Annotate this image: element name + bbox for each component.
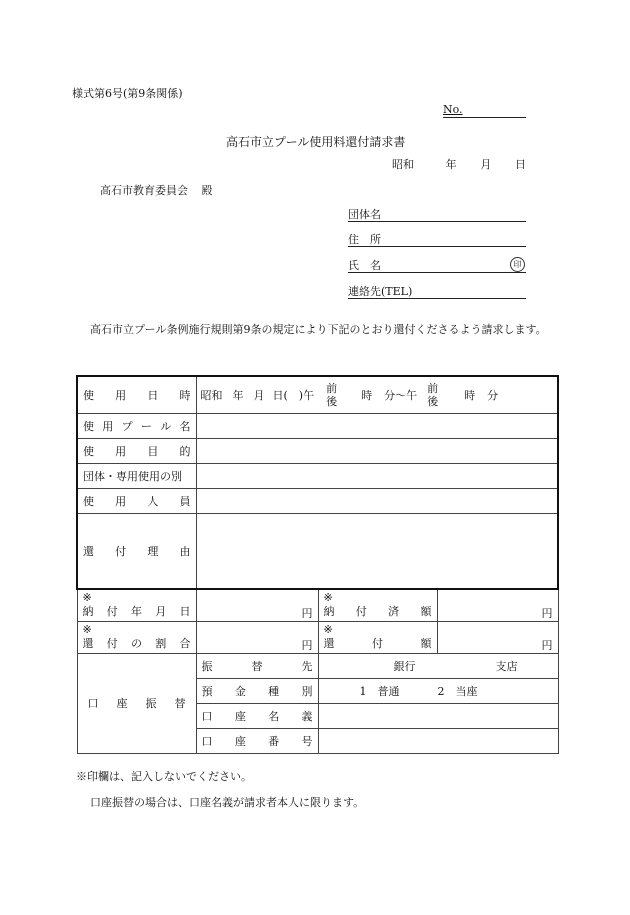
row-reason [77, 513, 558, 589]
refund-amount-label: ※ 還 付 額 [318, 621, 437, 653]
request-date [392, 156, 526, 172]
account-number-value[interactable] [318, 728, 558, 753]
addressee [100, 182, 213, 198]
payment-date-value [196, 589, 318, 621]
dt-zengo2: 前 後 [427, 381, 439, 408]
contact-field[interactable] [348, 283, 526, 299]
purpose-label: 使 用 目 的 [77, 438, 196, 463]
seal-mark: 印 [510, 257, 525, 272]
paid-amount-value [437, 589, 558, 621]
deposit-type-value[interactable] [318, 678, 558, 703]
dt-ampm2: 午 [406, 388, 418, 402]
pool-name-value[interactable] [196, 413, 558, 438]
dt-month: 月 [253, 388, 265, 402]
account-name-label: 口 座 名 義 [196, 703, 318, 728]
dt-year: 年 [232, 388, 244, 402]
purpose-value[interactable] [196, 438, 558, 463]
row-refund [77, 621, 558, 653]
row-people [77, 488, 558, 513]
date-day: 日 [514, 158, 526, 171]
refund-table [76, 375, 559, 754]
address-label: 住 所 [348, 233, 381, 246]
dt-min2: 分 [487, 388, 499, 402]
group-name-label: 団体名 [348, 208, 381, 221]
yen-unit: 円 [541, 638, 553, 652]
branch-label: 支店 [495, 659, 518, 673]
refund-ratio-label: ※ 還 付 の 割 合 [77, 621, 196, 653]
people-label: 使 用 人 員 [77, 488, 196, 513]
bank-label: 銀行 [393, 659, 416, 673]
account-transfer-label: 口 座 振 替 [77, 653, 196, 753]
use-type-label: 団体・専用使用の別 [77, 463, 196, 488]
row-purpose [77, 438, 558, 463]
name-label: 氏 名 [348, 259, 381, 272]
account-name-value[interactable] [318, 703, 558, 728]
transfer-to-value[interactable] [318, 653, 558, 678]
dt-zengo1: 前 後 [326, 381, 338, 408]
use-type-value[interactable] [196, 463, 558, 488]
date-era: 昭和 [392, 158, 414, 171]
usage-datetime-label: 使 用 日 時 [77, 376, 196, 413]
dt-hour1: 時 [361, 388, 373, 402]
transfer-to-label: 振 替 先 [196, 653, 318, 678]
pool-name-label: 使 用 プ ー ル 名 [77, 413, 196, 438]
row-use-type [77, 463, 558, 488]
document-title: 高石市立プール使用料還付請求書 [226, 135, 406, 149]
form-number: 様式第6号(第9条関係) [72, 87, 183, 100]
reason-value[interactable] [196, 513, 558, 589]
name-field[interactable] [348, 257, 526, 273]
dt-era: 昭和 [200, 388, 223, 402]
date-month: 月 [480, 158, 492, 171]
deposit-current: 2 当座 [437, 684, 478, 698]
yen-unit: 円 [301, 606, 313, 620]
contact-label: 連絡先(TEL) [348, 285, 413, 298]
serial-no-label: No. [443, 103, 463, 116]
yen-unit: 円 [301, 638, 313, 652]
row-pool-name [77, 413, 558, 438]
deposit-ordinary: 1 普通 [359, 684, 400, 698]
dt-day: 日( ) [272, 388, 304, 402]
dt-until: 分〜 [384, 388, 407, 402]
row-payment [77, 589, 558, 621]
note-account-holder: 口座振替の場合は、口座名義が請求者本人に限ります。 [90, 796, 365, 809]
paid-amount-label: ※ 納 付 済 額 [318, 589, 437, 621]
deposit-type-label: 預 金 種 別 [196, 678, 318, 703]
reason-label: 還 付 理 由 [77, 513, 196, 589]
row-usage-datetime [77, 376, 558, 413]
request-statement: 高石市立プール条例施行規則第9条の規定により下記のとおり還付くださるよう請求します。 [90, 323, 547, 336]
row-transfer-to [77, 653, 558, 678]
date-year: 年 [445, 158, 457, 171]
addressee-name: 高石市教育委員会 [100, 184, 188, 197]
usage-datetime-value[interactable] [196, 376, 558, 413]
refund-ratio-value [196, 621, 318, 653]
payment-date-label: ※ 納 付 年 月 日 [77, 589, 196, 621]
people-value[interactable] [196, 488, 558, 513]
note-asterisk: ※印欄は、記入しないでください。 [76, 770, 252, 783]
dt-hour2: 時 [464, 388, 476, 402]
serial-no-field[interactable] [443, 103, 526, 118]
address-field[interactable] [348, 231, 526, 247]
addressee-honorific: 殿 [201, 184, 213, 197]
group-name-field[interactable] [348, 206, 526, 222]
yen-unit: 円 [541, 606, 553, 620]
dt-ampm1: 午 [303, 388, 315, 402]
refund-amount-value [437, 621, 558, 653]
account-number-label: 口 座 番 号 [196, 728, 318, 753]
